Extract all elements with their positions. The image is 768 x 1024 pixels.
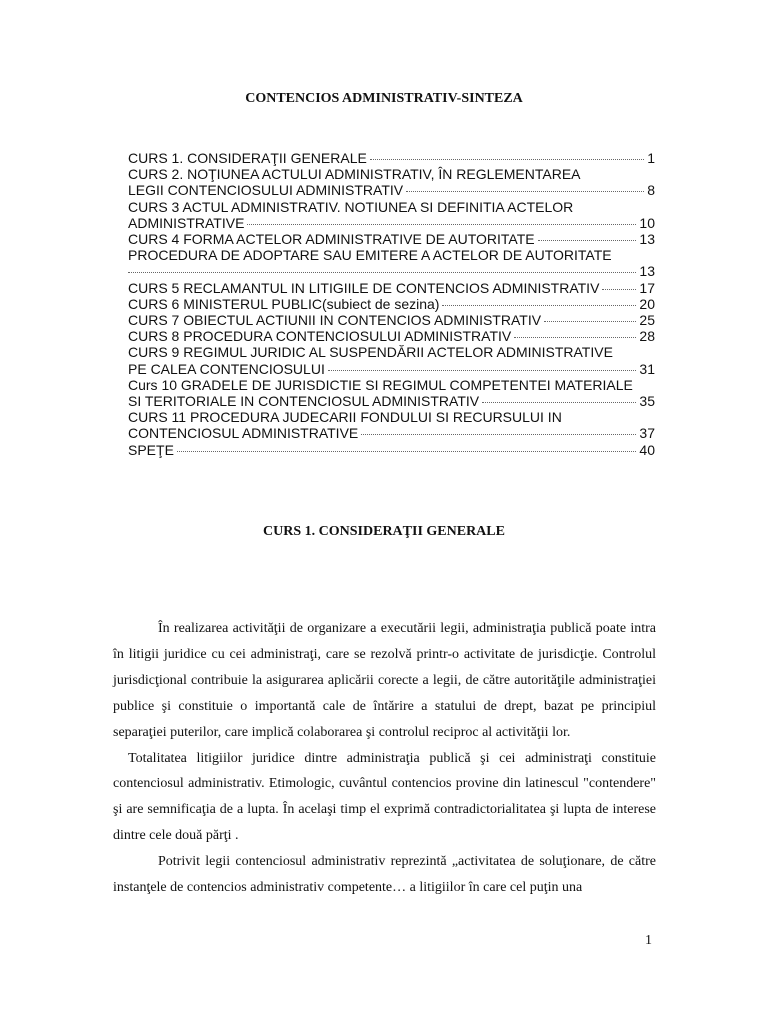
toc-dot-leader — [406, 191, 644, 192]
toc-entry[interactable] — [128, 361, 655, 377]
toc-entry-text: CURS 4 FORMA ACTELOR ADMINISTRATIVE DE AUTORITATE — [128, 231, 535, 248]
toc-entry[interactable] — [128, 312, 655, 328]
toc-dot-leader — [602, 289, 636, 290]
toc-dot-leader — [538, 240, 637, 241]
toc-entry[interactable] — [128, 328, 655, 344]
paragraph-3: Potrivit legii contenciosul administrativ reprezintă „activitatea de soluţionare, de către instanţele de contencios administrativ competente… a litigiilor în care cel puţin una — [113, 854, 656, 896]
toc-entry-text: SI TERITORIALE IN CONTENCIOSUL ADMINISTRATIV — [128, 393, 480, 410]
toc-entry-text: Curs 10 GRADELE DE JURISDICTIE SI REGIMUL COMPETENTEI MATERIALE — [128, 376, 633, 393]
toc-entry-text: PE CALEA CONTENCIOSULUI — [128, 360, 325, 377]
toc-entry[interactable] — [128, 215, 655, 231]
toc-entry-text: ADMINISTRATIVE — [128, 214, 245, 231]
toc-entry[interactable] — [128, 263, 655, 279]
toc-entry[interactable] — [128, 280, 655, 296]
toc-dot-leader — [361, 434, 636, 435]
toc-entry-page: 20 — [639, 295, 655, 312]
toc-entry-page: 1 — [647, 150, 655, 166]
toc-entry-text: PROCEDURA DE ADOPTARE SAU EMITERE A ACTELOR DE AUTORITATE — [128, 247, 612, 264]
document-title: CONTENCIOS ADMINISTRATIV-SINTEZA — [245, 91, 523, 106]
toc-entry[interactable] — [128, 182, 655, 198]
toc-entry-text: CONTENCIOSUL ADMINISTRATIVE — [128, 425, 359, 442]
toc-entry-page: 8 — [647, 182, 655, 199]
toc-dot-leader — [544, 321, 636, 322]
toc-entry-page: 10 — [639, 214, 655, 231]
toc-entry-text: LEGII CONTENCIOSULUI ADMINISTRATIV — [128, 182, 404, 199]
body-text — [113, 616, 656, 901]
toc-entry-text: CURS 1. CONSIDERAŢII GENERALE — [128, 150, 367, 166]
toc-dot-leader — [370, 159, 644, 160]
toc-entry-text: CURS 8 PROCEDURA CONTENCIOSULUI ADMINISTRATIV — [128, 328, 512, 345]
toc-entry[interactable] — [128, 442, 655, 458]
toc-dot-leader — [442, 305, 636, 306]
toc-entry-text: CURS 2. NOŢIUNEA ACTULUI ADMINISTRATIV, ÎN REGLEMENTAREA — [128, 166, 581, 183]
paragraph-2: Totalitatea litigiilor juridice dintre administraţia publică şi cei administraţi constituie contenciosul administrativ. Etimologic, cuvântul contencios provine din latinescul "contendere" şi are semnificaţia de a lupta. În acelaşi timp el exprimă contradictorialitatea şi lupta de interese dintre cele două părţi . — [113, 750, 656, 844]
toc-dot-leader — [328, 370, 637, 371]
toc-entry-text: CURS 3 ACTUL ADMINISTRATIV. NOTIUNEA SI DEFINITIA ACTELOR — [128, 198, 574, 215]
toc-entry-page: 31 — [639, 360, 655, 377]
toc-dot-leader — [514, 337, 636, 338]
toc-entry-text: SPEŢE — [128, 441, 174, 458]
section-title: CURS 1. CONSIDERAŢII GENERALE — [263, 524, 505, 539]
toc-entry-text: CURS 11 PROCEDURA JUDECARII FONDULUI SI RECURSULUI IN — [128, 409, 562, 426]
toc-entry-text: CURS 7 OBIECTUL ACTIUNII IN CONTENCIOS ADMINISTRATIV — [128, 312, 542, 329]
table-of-contents — [128, 150, 655, 458]
toc-entry-page: 25 — [639, 312, 655, 329]
toc-entry-text: CURS 5 RECLAMANTUL IN LITIGIILE DE CONTENCIOS ADMINISTRATIV — [128, 279, 600, 296]
toc-dot-leader — [247, 224, 636, 225]
toc-entry-page: 13 — [639, 263, 655, 280]
toc-entry[interactable] — [128, 199, 655, 215]
toc-entry-text: CURS 6 MINISTERUL PUBLIC(subiect de sezina) — [128, 295, 440, 312]
toc-entry[interactable] — [128, 425, 655, 441]
toc-entry-page: 28 — [639, 328, 655, 345]
toc-entry-page: 35 — [639, 393, 655, 410]
toc-entry[interactable] — [128, 393, 655, 409]
toc-entry-text: CURS 9 REGIMUL JURIDIC AL SUSPENDĂRII ACTELOR ADMINISTRATIVE — [128, 344, 613, 361]
toc-dot-leader — [128, 272, 636, 273]
toc-entry-page: 13 — [639, 231, 655, 248]
toc-entry[interactable] — [128, 231, 655, 247]
toc-entry[interactable] — [128, 344, 655, 360]
toc-entry[interactable] — [128, 247, 655, 263]
toc-entry-page: 37 — [639, 425, 655, 442]
paragraph-1: În realizarea activităţii de organizare a executării legii, administraţia publică poate intra în litigii juridice cu cei administraţi, care se rezolvă printr-o activitate de jurisdicţie. Controlul jurisdicţional contribuie la asigurarea aplicării corecte a legii, de către autorităţile administraţiei publice şi constituie o importantă cale de întărire a statului de drept, bazat pe principiul separaţiei puterilor, care implică colaborarea şi controlul reciproc al activităţii lor. — [113, 621, 656, 740]
toc-entry[interactable] — [128, 150, 655, 166]
toc-entry-page: 40 — [639, 441, 655, 458]
toc-dot-leader — [482, 402, 636, 403]
toc-entry[interactable] — [128, 296, 655, 312]
toc-dot-leader — [177, 451, 637, 452]
page-number: 1 — [645, 933, 652, 948]
toc-entry[interactable] — [128, 377, 655, 393]
toc-entry[interactable] — [128, 409, 655, 425]
toc-entry[interactable] — [128, 166, 655, 182]
toc-entry-page: 17 — [639, 279, 655, 296]
